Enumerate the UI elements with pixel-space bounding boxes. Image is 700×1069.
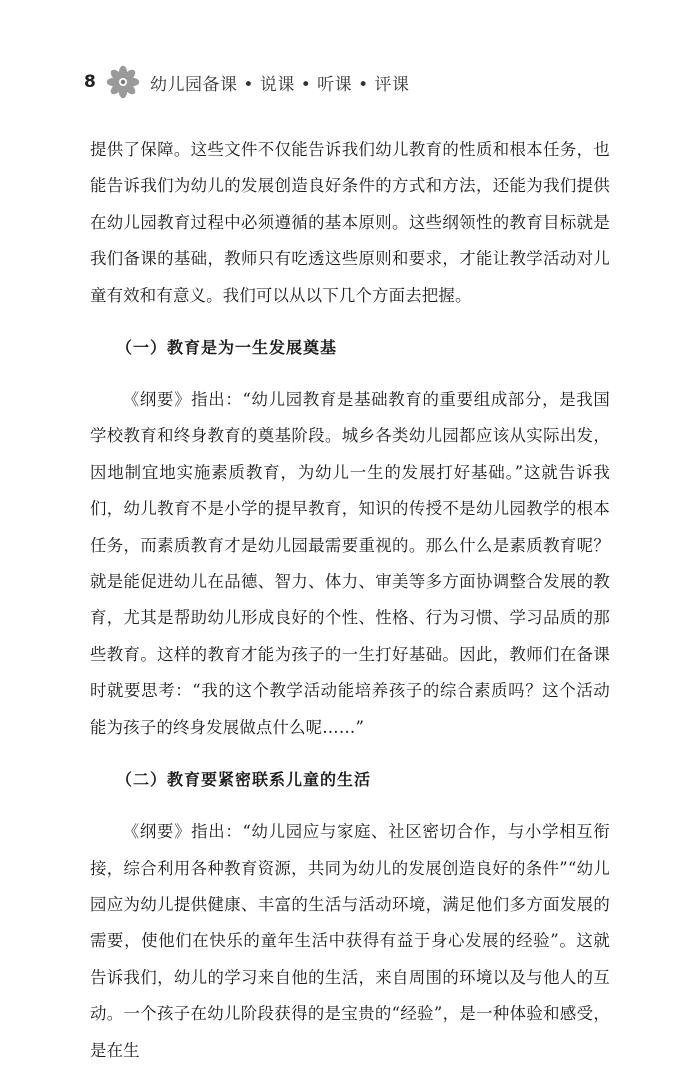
intro-paragraph: 提供了保障。这些文件不仅能告诉我们幼儿教育的性质和根本任务，也能告诉我们为幼儿的发展创造良好条件的方式和方法，还能为我们提供在幼儿园教育过程中必须遵循的基本原则。这些纲领性的教育目标就是我们备课的基础，教师只有吃透这些原则和要求，才能让教学活动对儿童有效和有意义。我们可以从以下几个方面去把握。 bbox=[90, 140, 610, 305]
book-title: 幼儿园备课 • 说课 • 听课 • 评课 bbox=[150, 74, 410, 95]
section-gap bbox=[90, 366, 610, 382]
section-1-paragraph: 《纲要》指出：“幼儿园教育是基础教育的重要组成部分，是我国学校教育和终身教育的奠基阶段。城乡各类幼儿园都应该从实际出发，因地制宜地实施素质教育，为幼儿一生的发展打好基础。”这就告诉我们，幼儿教育不是小学的提早教育，知识的传授不是幼儿园教学的根本任务，而素质教育才是幼儿园最需要重视的。那么什么是素质教育呢？就是能促进幼儿在品德、智力、体力、审美等多方面协调整合发展的教育，尤其是帮助幼儿形成良好的个性、性格、行为习惯、学习品质的那些教育。这样的教育才能为孩子的一生打好基础。因此，教师们在备课时就要思考：“我的这个教学活动能培养孩子的综合素质吗？这个活动能为孩子的终身发展做点什么呢……” bbox=[90, 390, 610, 737]
section-2-paragraph: 《纲要》指出：“幼儿园应与家庭、社区密切合作，与小学相互衔接，综合利用各种教育资源，共同为幼儿的发展创造良好的条件”“幼儿园应为幼儿提供健康、丰富的生活与活动环境，满足他们多方面发展的需要，使他们在快乐的童年生活中获得有益于身心发展的经验”。这就告诉我们，幼儿的学习来自他的生活，来自周围的环境以及与他人的互动。一个孩子在幼儿阶段获得的是宝贵的“经验”，是一种体验和感受，是在生 bbox=[90, 822, 610, 1060]
section-gap bbox=[90, 798, 610, 814]
flower-icon bbox=[106, 65, 140, 99]
page-body bbox=[90, 132, 610, 1069]
section-heading-1: （一）教育是为一生发展奠基 bbox=[116, 338, 338, 358]
section-gap bbox=[90, 314, 610, 330]
section-gap bbox=[90, 746, 610, 762]
page-number: 8 bbox=[84, 72, 96, 92]
running-header bbox=[84, 62, 410, 102]
section-heading-2: （二）教育要紧密联系儿童的生活 bbox=[116, 770, 372, 790]
